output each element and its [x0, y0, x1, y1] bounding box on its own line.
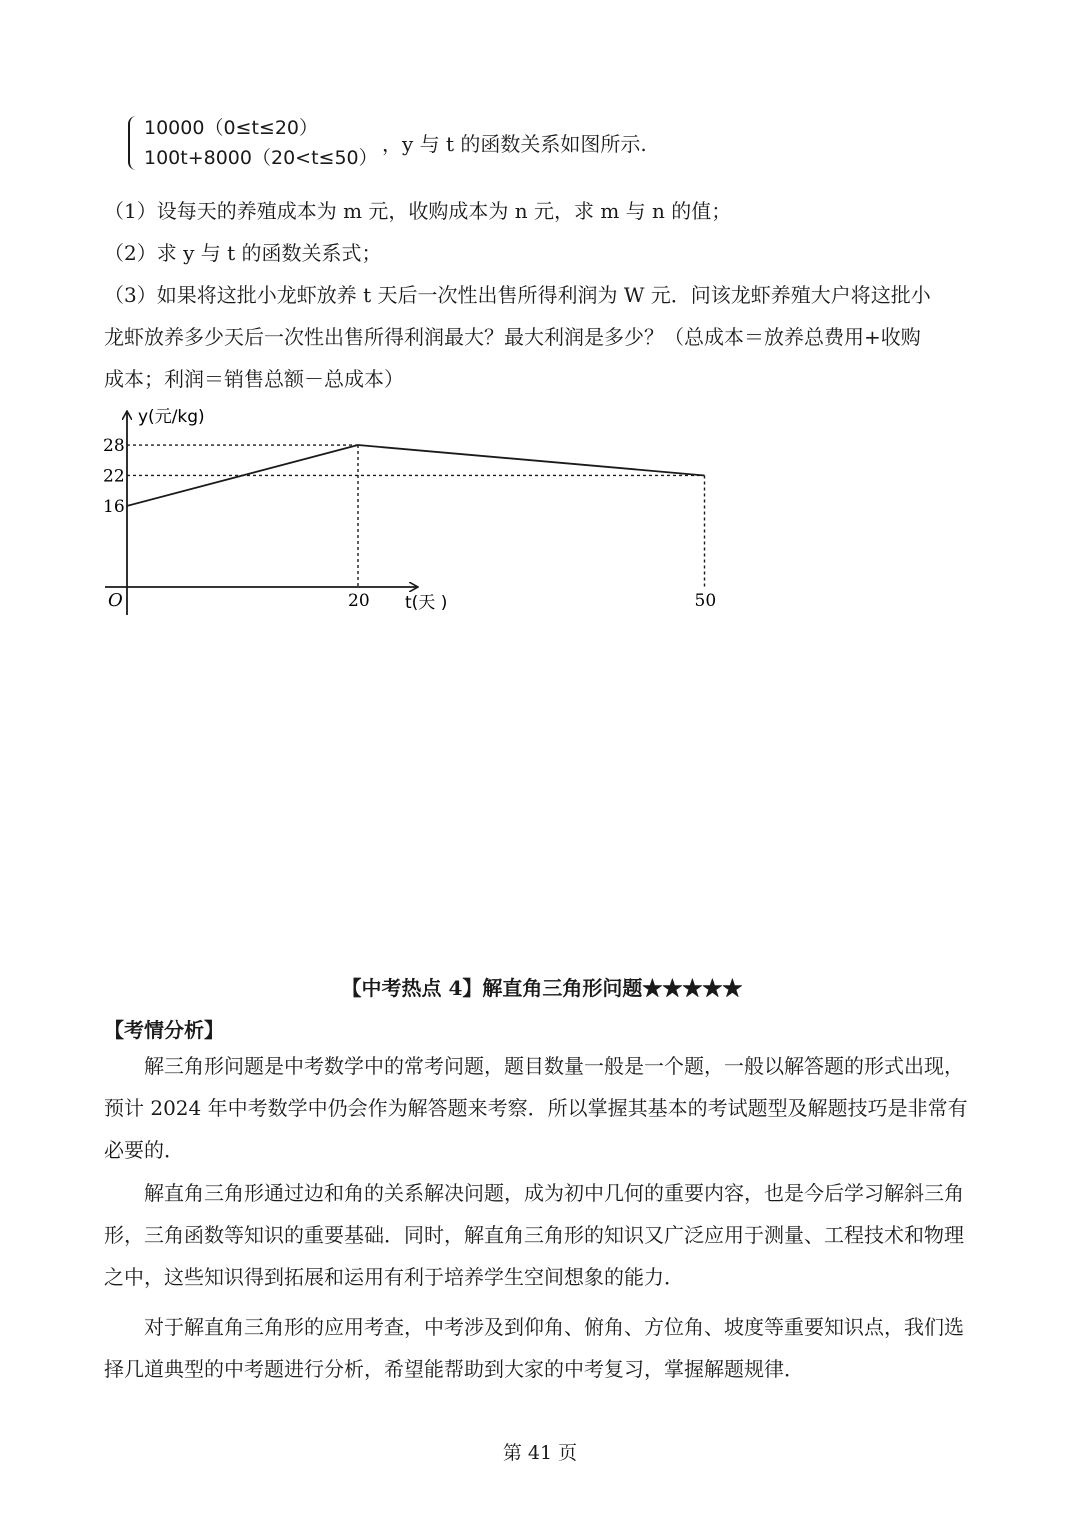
question-3-line-2: 龙虾放养多少天后一次性出售所得利润最大？最大利润是多少？（总成本＝放养总费用+收购 [104, 325, 921, 349]
series-segment-2 [358, 445, 705, 475]
question-2: （2）求 y 与 t 的函数关系式； [104, 241, 382, 265]
price-time-chart [95, 400, 717, 625]
x-tick-50: 50 [694, 591, 717, 611]
analysis-paragraph-3: 对于解直角三角形的应用考查，中考涉及到仰角、俯角、方位角、坡度等重要知识点，我们选择几道典型的中考题进行分析，希望能帮助到大家的中考复习，掌握解题规律． [104, 1315, 964, 1381]
analysis-heading: 【考情分析】 [104, 1018, 224, 1042]
analysis-paragraph-1: 解三角形问题是中考数学中的常考问题，题目数量一般是一个题，一般以解答题的形式出现，预计 2024 年中考数学中仍会作为解答题来考察．所以掌握其基本的考试题型及解题技巧是非常有必要的． [104, 1054, 968, 1162]
page-number: 第 41 页 [502, 1442, 578, 1464]
origin-label: O [108, 590, 123, 611]
y-tick-16: 16 [103, 496, 125, 517]
question-3-line-1: （3）如果将这批小龙虾放养 t 天后一次性出售所得利润为 W 元．问该龙虾养殖大户将这批小 [104, 283, 931, 307]
y-tick-28: 28 [103, 436, 125, 457]
analysis-paragraph-2: 解直角三角形通过边和角的关系解决问题，成为初中几何的重要内容，也是今后学习解斜三角形，三角函数等知识的重要基础．同时，解直角三角形的知识又广泛应用于测量、工程技术和物理之中，这些知识得到拓展和运用有利于培养学生空间想象的能力． [104, 1181, 964, 1289]
question-3-line-3: 成本；利润＝销售总额－总成本） [104, 367, 404, 391]
x-axis-label: t(天 ) [405, 593, 448, 613]
piecewise-brace [128, 116, 140, 170]
piecewise-case-1: 10000（0≤t≤20） [144, 117, 318, 139]
section-title: 【中考热点 4】解直角三角形问题★★★★★ [341, 976, 743, 1000]
y-tick-22: 22 [103, 466, 125, 487]
x-tick-20: 20 [348, 591, 370, 611]
question-1: （1）设每天的养殖成本为 m 元，收购成本为 n 元，求 m 与 n 的值； [104, 199, 732, 223]
piecewise-case-2: 100t+8000（20<t≤50） [144, 147, 378, 169]
series-segment-1 [127, 445, 358, 506]
piecewise-tail: ，y 与 t 的函数关系如图所示. [382, 132, 647, 156]
y-axis-label: y(元/kg) [138, 407, 205, 427]
